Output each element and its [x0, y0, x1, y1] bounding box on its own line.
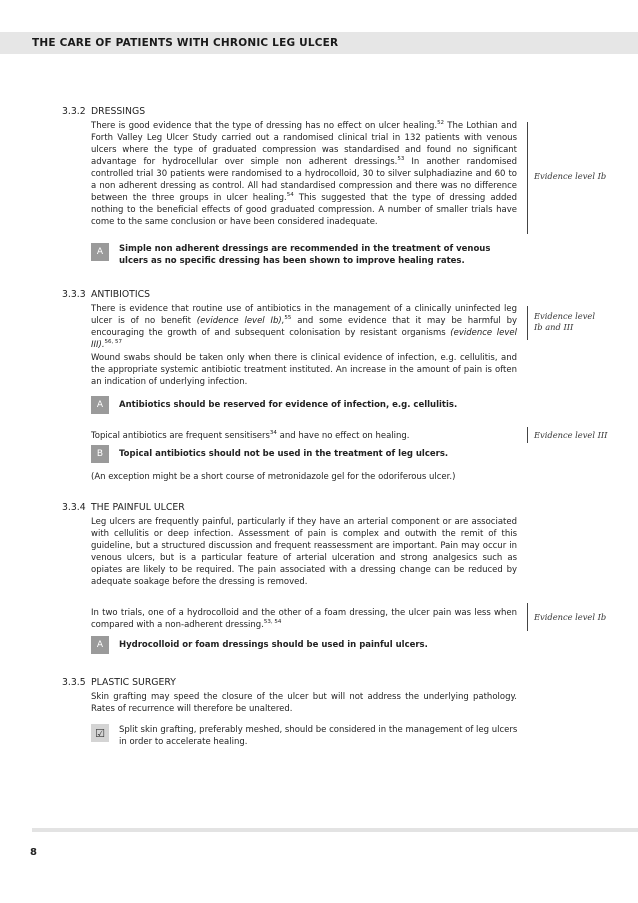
page-number: 8 [30, 847, 37, 858]
grade-a-box: A [91, 243, 109, 261]
section-number-painful: 3.3.4 [62, 502, 86, 513]
evidence-rule [527, 427, 528, 443]
evidence-level-antibiotics-2: Evidence level III [534, 430, 608, 440]
evidence-rule [527, 603, 528, 631]
plastic-paragraph-1: Skin grafting may speed the closure of the ulcer but will not address the underlying pathology. Rates of recurrence will therefore be unaltered. [91, 692, 517, 714]
painful-paragraph-1: Leg ulcers are frequently painful, particularly if they have an arterial component or are associated with cellulitis or deep infection. Assessment of pain is complex and outwith the remit of this guideline, but a structured discussion and frequent reassessment are important. Pain may occur in venous ulcers, but is a particular feature of arterial ulceration and strong analgesics such as opiates are likely to be required. The pain associated with a dressing change can be reduced by adequate soakage before the dressing is removed. [91, 517, 517, 587]
antibiotics-paragraph-1: There is evidence that routine use of antibiotics in the management of a clinically uninfected leg ulcer is of no benefit (evidence level Ib),$^{55}$ and some evidence that it may be harmful by encouraging the growth of and subsequent colonisation by resistant organisms (evidence level III).$^{56, 57}$ [91, 304, 518, 350]
footer-rule [32, 828, 638, 832]
grade-b-box: B [91, 445, 109, 463]
page-header-title: THE CARE OF PATIENTS WITH CHRONIC LEG ULCER [32, 37, 339, 49]
antibiotics-paragraph-3: Topical antibiotics are frequent sensitisers$^{34}$ and have no effect on healing. [91, 430, 410, 441]
recommendation-painful: Hydrocolloid or foam dressings should be used in painful ulcers. [119, 640, 428, 650]
evidence-level-painful: Evidence level Ib [534, 612, 607, 622]
antibiotics-paragraph-4: (An exception might be a short course of metronidazole gel for the odoriferous ulcer.) [91, 472, 456, 482]
grade-a-box: A [91, 396, 109, 414]
section-title-painful: THE PAINFUL ULCER [91, 502, 185, 513]
painful-paragraph-2: In two trials, one of a hydrocolloid and the other of a foam dressing, the ulcer pain was less when compared with a non-adherent dressing.$^{53, 54}$ [91, 608, 517, 630]
recommendation-plastic: Split skin grafting, preferably meshed, should be considered in the management of leg ulcers in order to accelerate healing. [119, 725, 518, 747]
recommendation-antibiotics-2: Topical antibiotics should not be used in the treatment of leg ulcers. [119, 449, 449, 459]
grade-a-box: A [91, 636, 109, 654]
good-practice-check-icon: ☑ [91, 724, 109, 742]
section-number-antibiotics: 3.3.3 [62, 289, 86, 300]
evidence-level-antibiotics-1: Evidence level Ib and III [534, 311, 595, 332]
evidence-rule [527, 306, 528, 340]
evidence-rule [527, 122, 528, 234]
section-number-plastic: 3.3.5 [62, 677, 86, 688]
section-title-dressings: DRESSINGS [91, 106, 146, 117]
recommendation-dressings: Simple non adherent dressings are recommended in the treatment of venous ulcers as no specific dressing has been shown to improve healing rates. [119, 244, 491, 266]
dressings-paragraph: There is good evidence that the type of dressing has no effect on ulcer healing.$^{52}$ The Lothian and Forth Valley Leg Ulcer Study carried out a randomised clinical trial in 132 patients with venous ulcers where the type of graduated compression was standardised and found no significant advantage for hydrocellular over simple non adherent dressings.$^{53}$ In another randomised controlled trial 30 patients were randomised to a hydrocolloid, 30 to silver sulphadiazine and 60 to a non adherent dressing as control. All had standardised compression and there was no difference between the three groups in ulcer healing.$^{54}$ This suggested that the type of dressing added nothing to the beneficial effects of good graduated compression. A number of smaller trials have come to the same conclusion or have been considered inadequate. [91, 120, 518, 227]
section-title-plastic: PLASTIC SURGERY [91, 677, 176, 688]
evidence-level-dressings: Evidence level Ib [534, 171, 607, 181]
antibiotics-paragraph-2: Wound swabs should be taken only when there is clinical evidence of infection, e.g. cellulitis, and the appropriate systemic antibiotic treatment instituted. An increase in the amount of pain is often an indication of underlying infection. [91, 353, 517, 387]
section-number-dressings: 3.3.2 [62, 106, 86, 117]
section-title-antibiotics: ANTIBIOTICS [91, 289, 150, 300]
recommendation-antibiotics-1: Antibiotics should be reserved for evidence of infection, e.g. cellulitis. [119, 400, 458, 410]
